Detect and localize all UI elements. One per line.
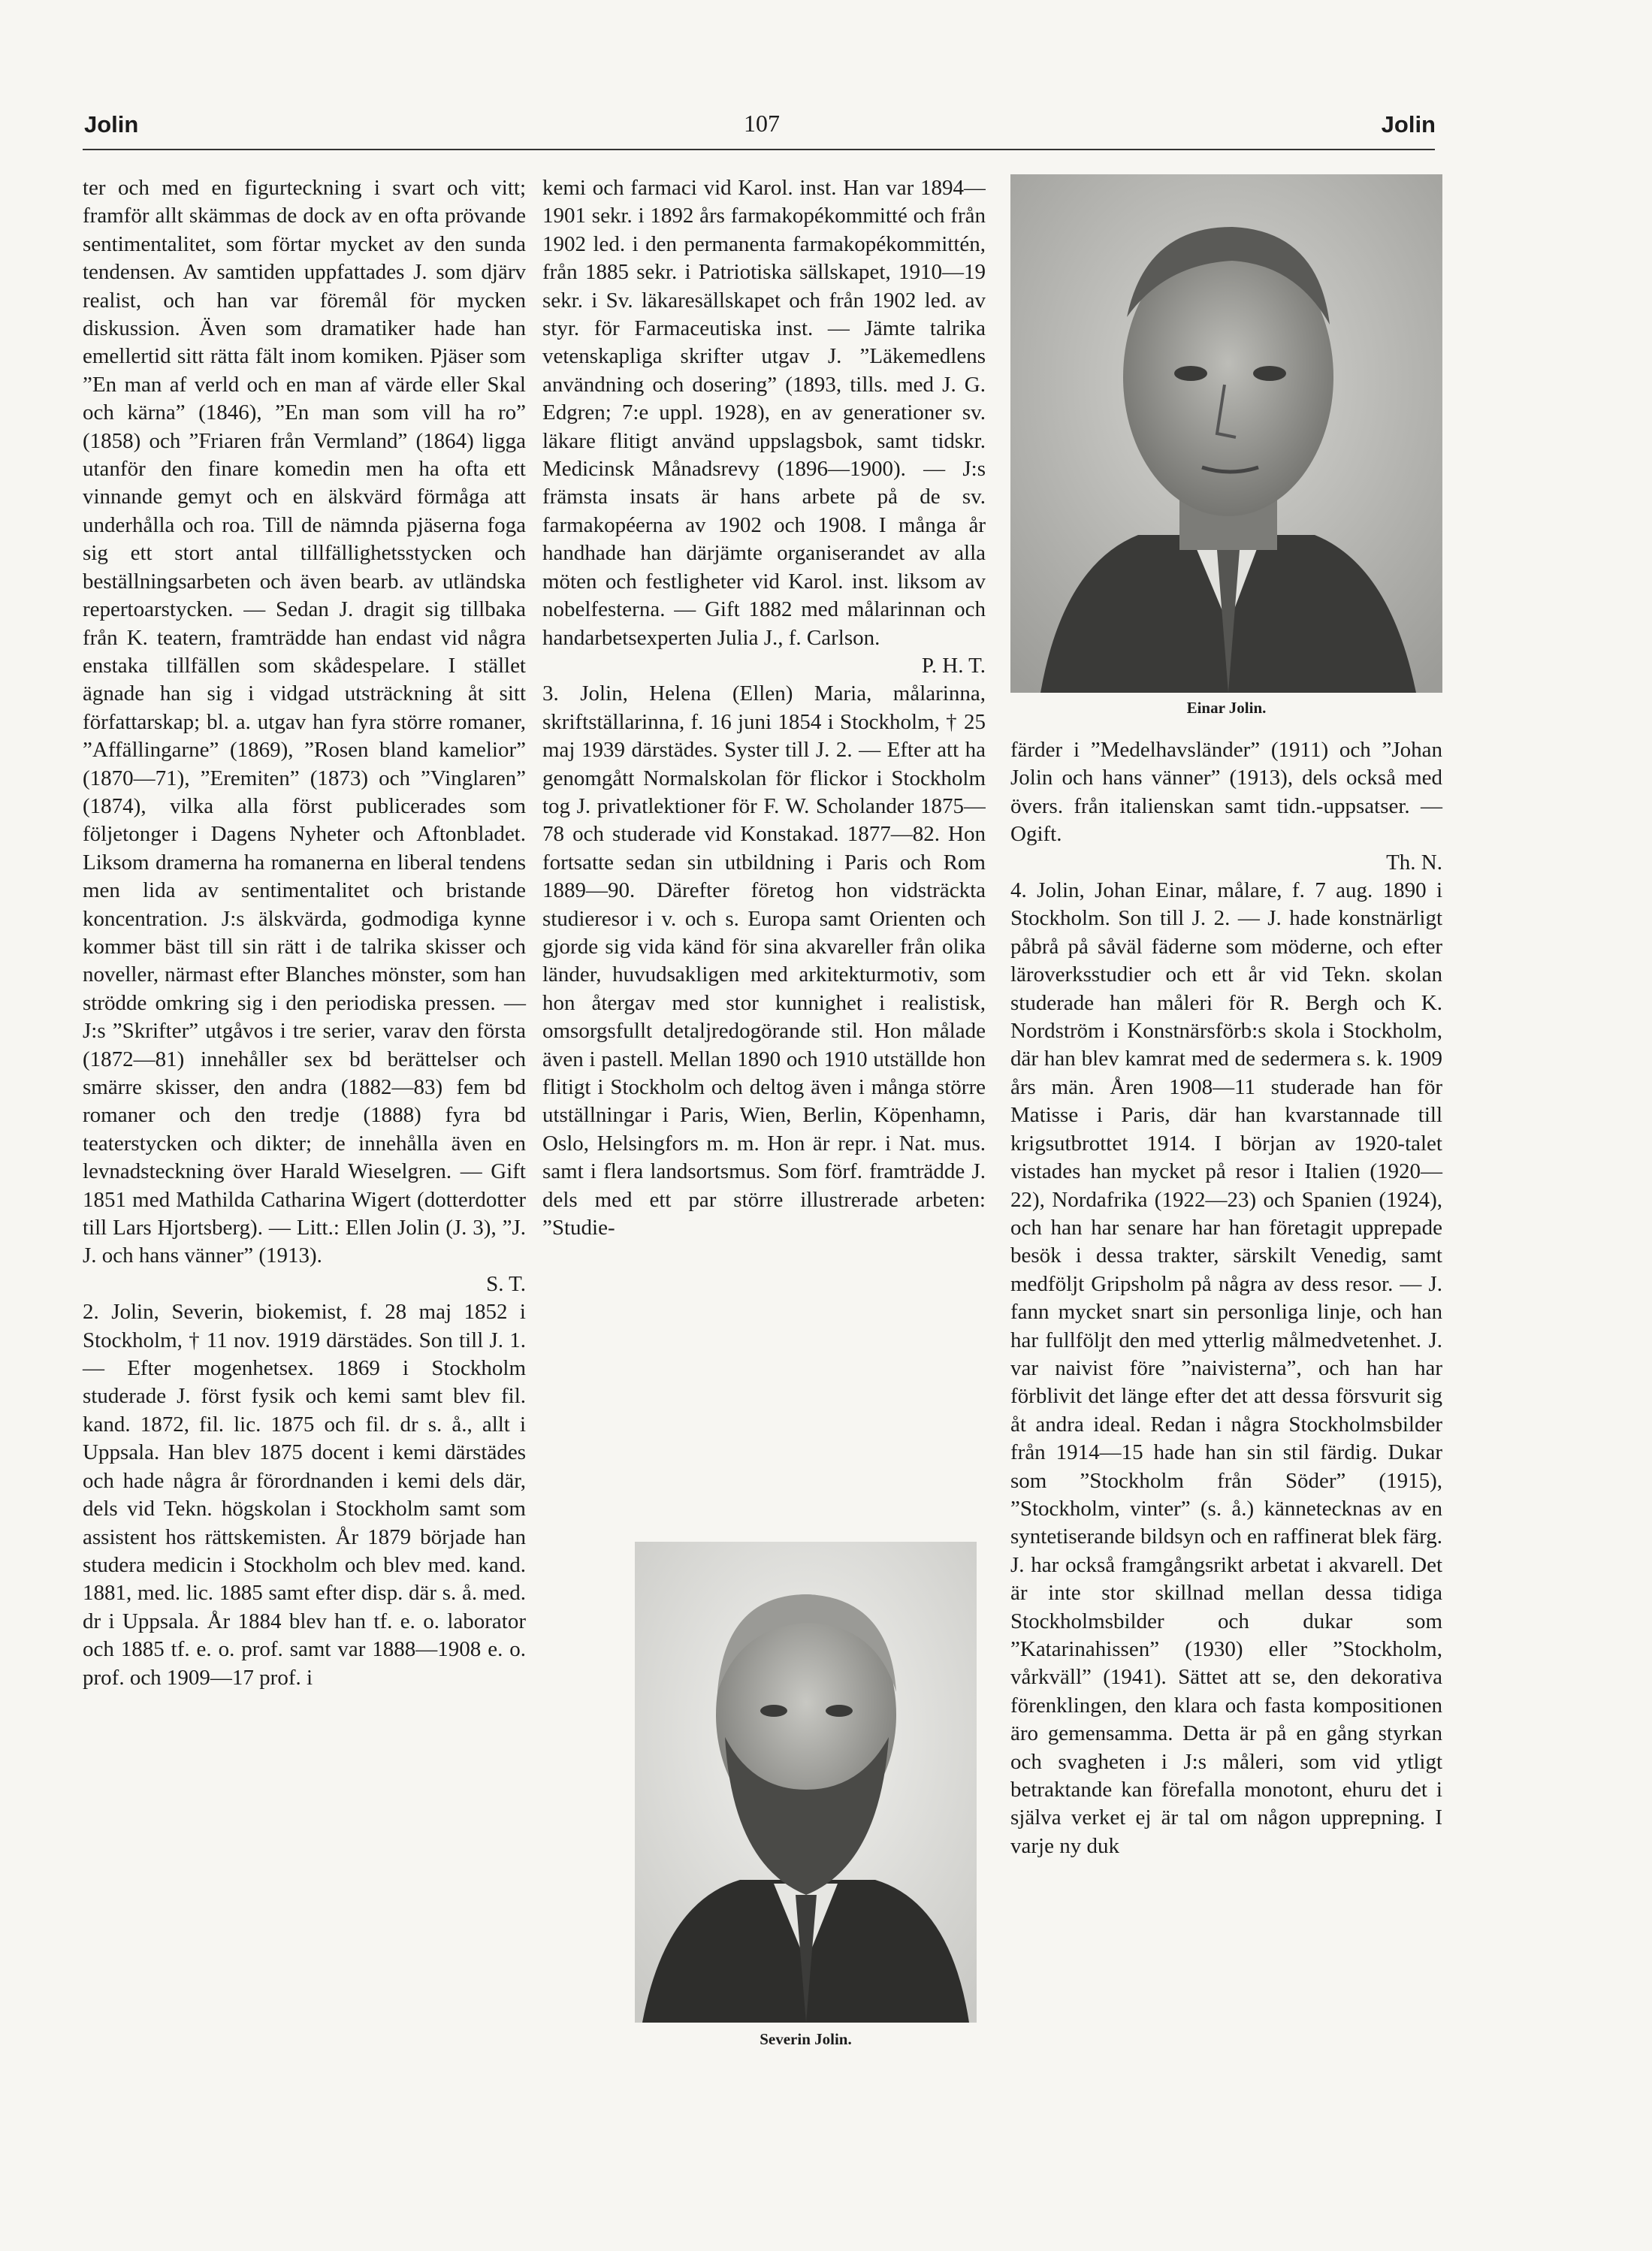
portrait-photo-einar — [1010, 174, 1442, 693]
paragraph: kemi och farmaci vid Karol. inst. Han var 1894—1901 sekr. i 1892 års farmakopékommitté och från 1902 led. i den permanenta farmakopékommittén, från 1885 sekr. i Patriotiska sällskapet, 1910—19 sekr. i Sv. läkaresällskapet och från 1902 led. av styr. för Farmaceutiska inst. — Jämte talrika vetenskapliga skrifter utgav J. ”Läkemedlens användning och dosering” (1893, tills. med J. G. Edgren; 7:e uppl. 1928), en av generationer sv. läkare flitigt använd uppslagsbok, samt tidskr. Medicinsk Månadsrevy (1896—1900). — J:s främsta insats är hans arbete på de sv. farmakopéerna av 1902 och 1908. I många år handhade han därjämte organiserandet av alla möten och festligheter vid Karol. inst. liksom av nobelfesterna. — Gift 1882 med målarinnan och handarbetsexperten Julia J., f. Carlson. — [542, 176, 986, 650]
author-signature: Th. N. — [1386, 850, 1442, 875]
paragraph: ter och med en figurteckning i svart och vitt; framför allt skämmas de dock av en ofta prövande sentimentalitet, som förtar mycket av den sunda tendensen. Av samtiden uppfattades J. som djärv realist, och han var föremål för mycken diskussion. Även som dramatiker hade han emellertid sitt rätta fält inom komiken. Pjäser som ”En man af verld och en man af värde eller Skal och kärna” (1846), ”En man som vill ha ro” (1858) och ”Friaren från Vermland” (1864) ligga utanför den finare komedin men ha ofta ett vinnande gemyt och en älskvärd förmåga att underhålla och roa. Till de nämnda pjäserna foga sig ett stort antal tillfällighetsstycken och beställningsarbeten och även bearb. av utländska repertoarstycken. — Sedan J. dragit sig tillbaka från K. teatern, framträdde han endast vid några enstaka tillfällen som skådespelare. I stället ägnade han sig i vidgad utsträckning åt sitt författarskap; bl. a. utgav han fyra större romaner, ”Affällingarne” (1869), ”Rosen bland kamelior” (1870—71), ”Eremiten” (1873) och ”Vinglaren” (1874), vilka alla först publicerades som följetonger i Dagens Nyheter och Aftonbladet. Liksom dramerna ha romanerna en liberal tendens men lida av sentimentalitet och bristande koncentration. J:s älskvärda, godmodiga kynne kommer bäst till sin rätt i de talrika skisser och noveller, närmast efter Blanches mönster, som han strödde omkring sig i den periodiska pressen. — J:s ”Skrifter” utgåvos i tre serier, varav den första (1872—81) innehåller sex bd berättelser och smärre skisser, den andra (1882—83) fem bd romaner och den tredje (1888) fyra bd teaterstycken och dikter; de innehålla även en levnadsteckning över Harald Wieselgren. — Gift 1851 med Mathilda Catharina Wigert (dotterdotter till Lars Hjortsberg). — Litt.: Ellen Jolin (J. 3), ”J. J. och hans vänner” (1913). — [83, 176, 526, 1268]
photo-caption-severin: Severin Jolin. — [760, 2030, 852, 2048]
text-column-1 — [83, 174, 526, 1692]
text-column-3 — [1010, 736, 1442, 1860]
running-head-right: Jolin — [1381, 111, 1436, 137]
author-signature: P. H. T. — [921, 653, 986, 678]
text-column-2 — [542, 174, 986, 1519]
paragraph: 2. Jolin, Severin, biokemist, f. 28 maj 1852 i Stockholm, † 11 nov. 1919 därstädes. Son till J. 1. — Efter mogenhetsex. 1869 i Stockholm studerade J. först fysik och kemi samt blev fil. kand. 1872, fil. lic. 1875 och fil. dr s. å., allt i Uppsala. Han blev 1875 docent i kemi därstädes och hade några år förordnanden i kemi dels där, dels vid Tekn. högskolan i Stockholm samt som assistent hos rättskemisten. År 1879 började han studera medicin i Stockholm och blev med. kand. 1881, med. lic. 1885 samt efter disp. där s. å. med. dr i Uppsala. År 1884 blev han tf. e. o. laborator och 1885 tf. e. o. prof. samt var 1888—1908 e. o. prof. och 1909—17 prof. i — [83, 1300, 526, 1690]
paragraph: 3. Jolin, Helena (Ellen) Maria, målarinna, skriftställarinna, f. 16 juni 1854 i Stockholm, † 25 maj 1939 därstädes. Syster till J. 2. — Efter att ha genomgått Normalskolan för flickor i Stockholm tog J. privatlektioner för F. W. Scholander 1875—78 och studerade vid Konstakad. 1877—82. Hon fortsatte sedan sin utbildning i Paris och Rom 1889—90. Därefter företog hon vidsträckta studieresor i v. och s. Europa samt Orienten och gjorde sig vida känd för sina akvareller från olika länder, huvudsakligen med arkitekturmotiv, som hon återgav med stor kunnighet i realistisk, omsorgsfullt detaljredogörande stil. Hon målade även i pastell. Mellan 1890 och 1910 utställde hon flitigt i Stockholm och deltog även i många större utställningar i Paris, Wien, Berlin, Köpenhamn, Oslo, Helsingfors m. m. Hon är repr. i Nat. mus. samt i flera landsortsmus. Som förf. framträdde J. dels med ett par större illustrerade arbeten: ”Studie- — [542, 681, 986, 1240]
portrait-photo-severin — [635, 1542, 977, 2023]
running-head-left: Jolin — [84, 111, 139, 137]
paragraph: färder i ”Medelhavsländer” (1911) och ”Johan Jolin och hans vänner” (1913), dels också med övers. från italienskan samt tidn.-uppsatser. — Ogift. — [1010, 738, 1442, 847]
photo-caption-einar: Einar Jolin. — [1186, 699, 1267, 717]
author-signature: S. T. — [486, 1271, 526, 1296]
paragraph: 4. Jolin, Johan Einar, målare, f. 7 aug. 1890 i Stockholm. Son till J. 2. — J. hade konstnärligt påbrå på såväl fäderne som möderne, och efter läroverksstudier och ett år vid Tekn. skolan studerade han måleri för R. Bergh och K. Nordström i Konstnärsförb:s skola i Stockholm, där han blev kamrat med de sedermera s. k. 1909 års män. Åren 1908—11 studerade han för Matisse i Paris, där han kvarstannade till krigsutbrottet 1914. I början av 1920-talet vistades han mycket på resor i Italien (1920—22), Nordafrika (1922—23) och Spanien (1924), och han har senare har han företagit upprepade besök i dessa trakter, särskilt Venedig, samt medföljt Gripsholm på några av dess resor. — J. fann mycket snart sin personliga linje, och han har fullföljt den med ytterlig målmedvetenhet. J. var naivist före ”naivisterna”, och han har förblivit det länge efter det att dessa försvurit sig åt andra ideal. Redan i några Stockholmsbilder från 1914—15 hade han sin stil färdig. Dukar som ”Stockholm från Söder” (1915), ”Stockholm, vinter” (s. å.) kännetecknas av en syntetiserande bildsyn och en raffinerat blek färg. J. har också framgångsrikt arbetat i akvarell. Det är inte stor skillnad mellan dessa tidiga Stockholmsbilder och dukar som ”Katarinahissen” (1930) eller ”Stockholm, vårkväll” (1941). Sättet att se, den dekorativa förenklingen, den klara och fasta kompositionen äro gemensamma. Detta är på en gång styrkan och svagheten i J:s måleri, som vid ytligt betraktande kan förefalla monotont, ehuru det i själva verket ej är tal om någon upprepning. I varje ny duk — [1010, 878, 1442, 1858]
page-number: 107 — [744, 110, 780, 137]
header-rule — [83, 149, 1435, 150]
